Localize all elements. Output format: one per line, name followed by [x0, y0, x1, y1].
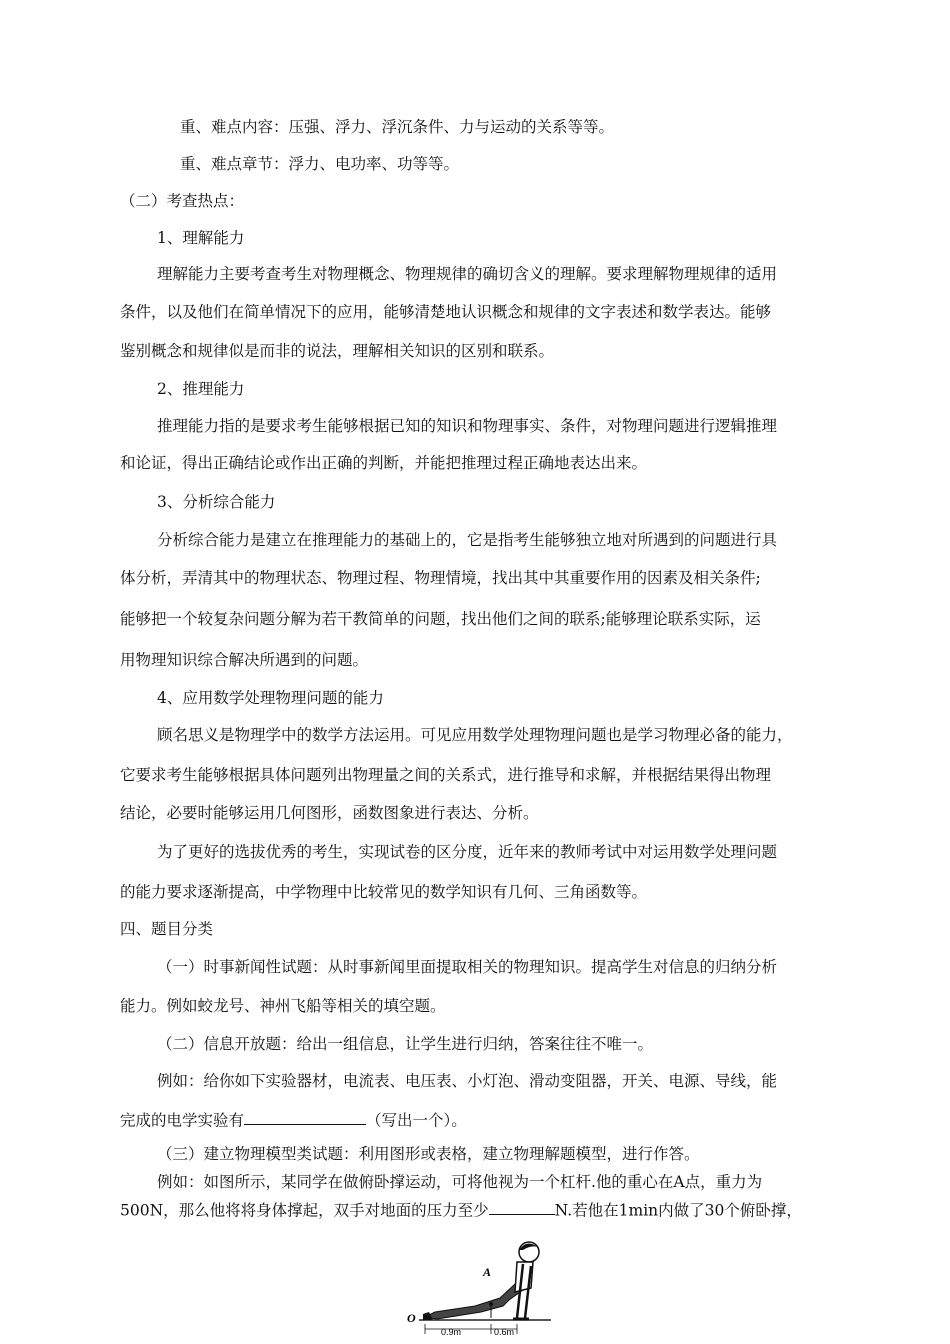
- text-line: 例如：给你如下实验器材，电流表、电压表、小灯泡、滑动变阻器，开关、电源、导线，能: [157, 1072, 778, 1090]
- text-line: 顾名思义是物理学中的数学方法运用。可见应用数学处理物理问题也是学习物理必备的能力，: [157, 726, 793, 744]
- text-line: 鉴别概念和规律似是而非的说法，理解相关知识的区别和联系。: [120, 342, 555, 360]
- text-fragment: 500N，那么他将将身体撑起，双手对地面的压力至少: [120, 1201, 489, 1220]
- subsection-heading: 3、分析综合能力: [157, 493, 276, 511]
- text-line: 能够把一个较复杂问题分解为若干教简单的问题，找出他们之间的联系;能够理论联系实际，运: [120, 610, 761, 628]
- text-line: 的能力要求逐渐提高，中学物理中比较常见的数学知识有几何、三角函数等。: [120, 883, 648, 901]
- dimension-label: 0.6m: [494, 1327, 515, 1336]
- text-line: （三）建立物理模型类试题：利用图形或表格，建立物理解题模型，进行作答。: [157, 1145, 700, 1163]
- text-line: 和论证，得出正确结论或作出正确的判断，并能把推理过程正确地表达出来。: [120, 454, 648, 472]
- pushup-figure: [405, 1232, 555, 1336]
- text-line: 重、难点章节：浮力、电功率、功等等。: [180, 155, 460, 173]
- answer-blank: [489, 1198, 555, 1215]
- text-line: 例如：如图所示，某同学在做俯卧撑运动，可将他视为一个杠杆.他的重心在A点，重力为: [157, 1173, 763, 1191]
- text-fragment: 完成的电学实验有: [120, 1111, 245, 1130]
- text-fragment: （写出一个）。: [366, 1111, 467, 1130]
- section-heading: 四、题目分类: [120, 920, 214, 938]
- text-line: （二）信息开放题：给出一组信息，让学生进行归纳，答案往往不唯一。: [157, 1035, 654, 1053]
- text-fragment: N.若他在1min内做了30个俯卧撑，: [554, 1201, 802, 1220]
- subsection-heading: 1、理解能力: [157, 229, 245, 247]
- section-heading: （二）考查热点：: [120, 192, 245, 210]
- text-line: 为了更好的选拔优秀的考生，实现试卷的区分度，近年来的教师考试中对运用数学处理问题: [157, 843, 778, 861]
- text-line: 能力。例如蛟龙号、神州飞船等相关的填空题。: [120, 997, 446, 1015]
- subsection-heading: 4、应用数学处理物理问题的能力: [157, 689, 384, 707]
- fill-in-line: [120, 1198, 802, 1220]
- label-o: O: [407, 1311, 416, 1325]
- text-line: 体分析，弄清其中的物理状态、物理过程、物理情境，找出其中其重要作用的因素及相关条件;: [120, 569, 761, 587]
- text-line: 它要求考生能够根据具体问题列出物理量之间的关系式，进行推导和求解，并根据结果得出物理: [120, 766, 772, 784]
- text-line: 推理能力指的是要求考生能够根据已知的知识和物理事实、条件，对物理问题进行逻辑推理: [157, 417, 778, 435]
- text-line: 条件，以及他们在简单情况下的应用，能够清楚地认识概念和规律的文字表述和数学表达。能够: [120, 303, 772, 321]
- answer-blank: [244, 1108, 366, 1125]
- text-line: 结论，必要时能够运用几何图形，函数图象进行表达、分析。: [120, 804, 539, 822]
- text-line: 重、难点内容：压强、浮力、浮沉条件、力与运动的关系等等。: [180, 118, 615, 136]
- text-line: （一）时事新闻性试题：从时事新闻里面提取相关的物理知识。提高学生对信息的归纳分析: [157, 958, 778, 976]
- person-body: [425, 1278, 529, 1319]
- subsection-heading: 2、推理能力: [157, 380, 245, 398]
- label-a: A: [483, 1265, 492, 1279]
- text-line: 分析综合能力是建立在推理能力的基础上的，它是指考生能够独立地对所遇到的问题进行具: [157, 531, 778, 549]
- dimension-label: 0.9m: [441, 1327, 462, 1336]
- text-line: 用物理知识综合解决所遇到的问题。: [120, 651, 369, 669]
- fill-in-line: [120, 1108, 467, 1130]
- text-line: 理解能力主要考查考生对物理概念、物理规律的确切含义的理解。要求理解物理规律的适用: [157, 265, 778, 283]
